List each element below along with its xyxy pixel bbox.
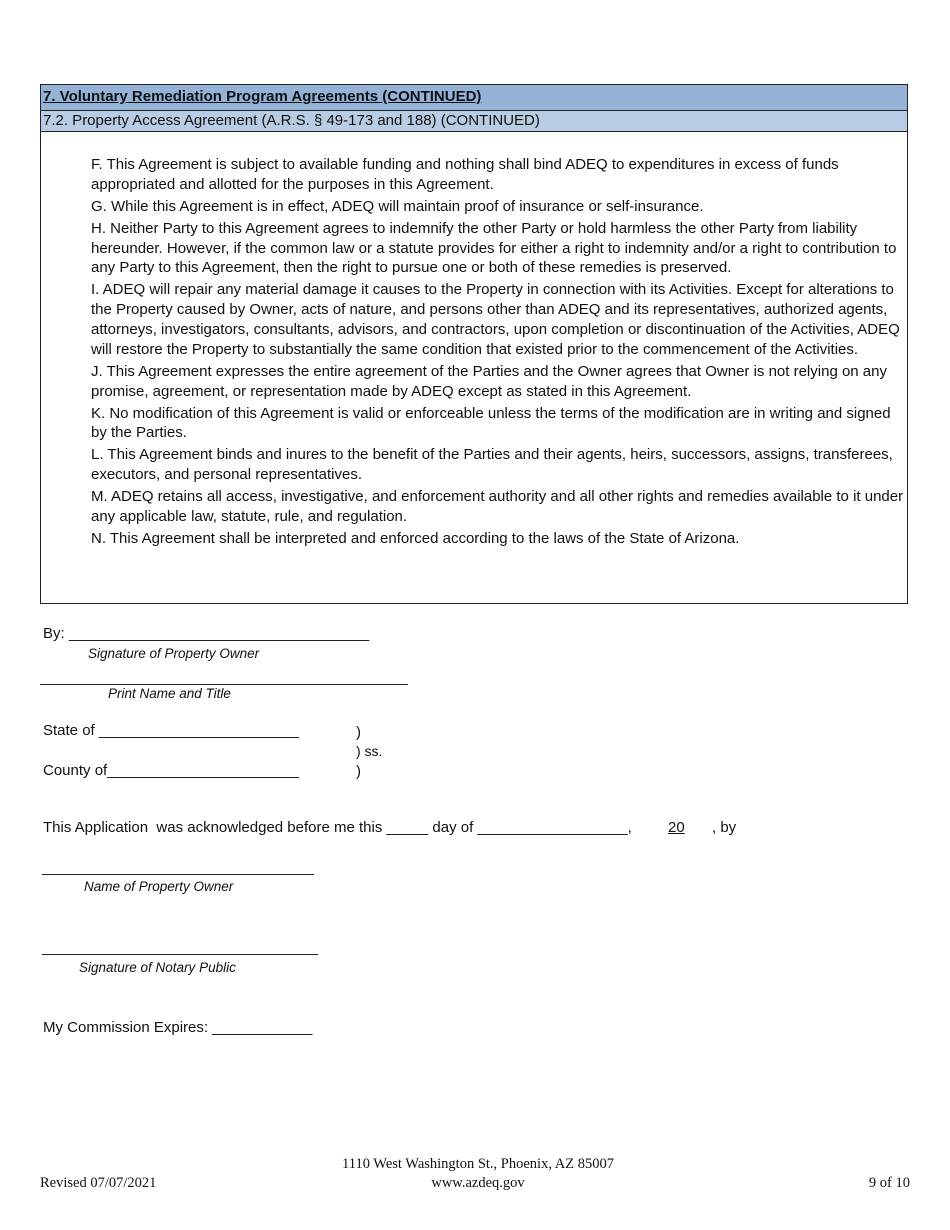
clause-j: J. This Agreement expresses the entire agreement of the Parties and the Owner agrees that Owner is not relying on any promise, agreement, or representation made by ADEQ except as stated in this Agreement. [91, 362, 887, 400]
owner-name-line[interactable] [42, 874, 314, 875]
notary-signature-line[interactable] [42, 954, 318, 955]
clause-f: F. This Agreement is subject to available funding and nothing shall bind ADEQ to expenditures in excess of funds appropriated and allotted for the purposes in this Agreement. [91, 156, 839, 193]
footer-website: www.azdeq.gov [431, 1175, 525, 1191]
ss-label: ) ss. [356, 743, 383, 759]
paren-state: ) [356, 724, 361, 741]
clause-n: N. This Agreement shall be interpreted and enforced according to the laws of the State of Arizona. [91, 529, 740, 547]
by-signature-field[interactable]: By: ____________________________________ [43, 625, 370, 642]
acknowledgement-by: , by [712, 819, 737, 836]
page-number: 9 of 10 [868, 1175, 910, 1191]
clause-m: M. ADEQ retains all access, investigative, and enforcement authority and all other rights and remedies available to it under any applicable law, statute, rule, and regulation. [91, 488, 904, 525]
print-name-caption: Print Name and Title [108, 686, 231, 701]
paren-county: ) [356, 763, 361, 780]
owner-name-caption: Name of Property Owner [84, 879, 234, 894]
state-field[interactable]: State of ________________________ [43, 722, 300, 739]
clause-i: I. ADEQ will repair any material damage it causes to the Property in connection with its Activities. Except for alterations to the Property caused by Owner, acts of nature, and persons other than ADEQ and its representatives, authorized agents, attorneys, investigators, consultants, advisors, and contractors, upon completion or discontinuation of the Activities, ADEQ will restore the Property to substantially the same condition that existed prior to the commencement of the Activities. [91, 281, 900, 358]
agreement-body [91, 155, 909, 551]
section-subtitle: 7.2. Property Access Agreement (A.R.S. § 49-173 and 188) (CONTINUED) [41, 111, 907, 132]
owner-signature-caption: Signature of Property Owner [88, 646, 260, 661]
acknowledgement-text: This Application was acknowledged before me this _____ day of __________________, [43, 819, 632, 836]
commission-expires-field[interactable]: My Commission Expires: ____________ [43, 1019, 313, 1036]
footer-address: 1110 West Washington St., Phoenix, AZ 85007 [342, 1156, 614, 1172]
section-title: 7. Voluntary Remediation Program Agreements (CONTINUED) [41, 85, 907, 111]
print-name-line[interactable] [40, 684, 408, 685]
clause-l: L. This Agreement binds and inures to the benefit of the Parties and their agents, heirs, successors, assigns, transferees, executors, and personal representatives. [91, 446, 893, 484]
county-field[interactable]: County of_______________________ [43, 762, 300, 779]
clause-g: G. While this Agreement is in effect, ADEQ will maintain proof of insurance or self-insurance. [91, 197, 704, 215]
clause-h: H. Neither Party to this Agreement agrees to indemnify the other Party or hold harmless the other Party from liability hereunder. However, if the common law or a statute provides for either a right to indemnity and/or a right to contribution to any Party to this Agreement, then the right to pursue one or both of these remedies is preserved. [91, 219, 897, 277]
agreement-frame [40, 84, 908, 604]
acknowledgement-year: 20 [668, 819, 685, 836]
revised-date: Revised 07/07/2021 [40, 1175, 157, 1191]
notary-signature-caption: Signature of Notary Public [79, 960, 236, 975]
clause-k: K. No modification of this Agreement is valid or enforceable unless the terms of the modification are in writing and signed by the Parties. [91, 404, 891, 442]
